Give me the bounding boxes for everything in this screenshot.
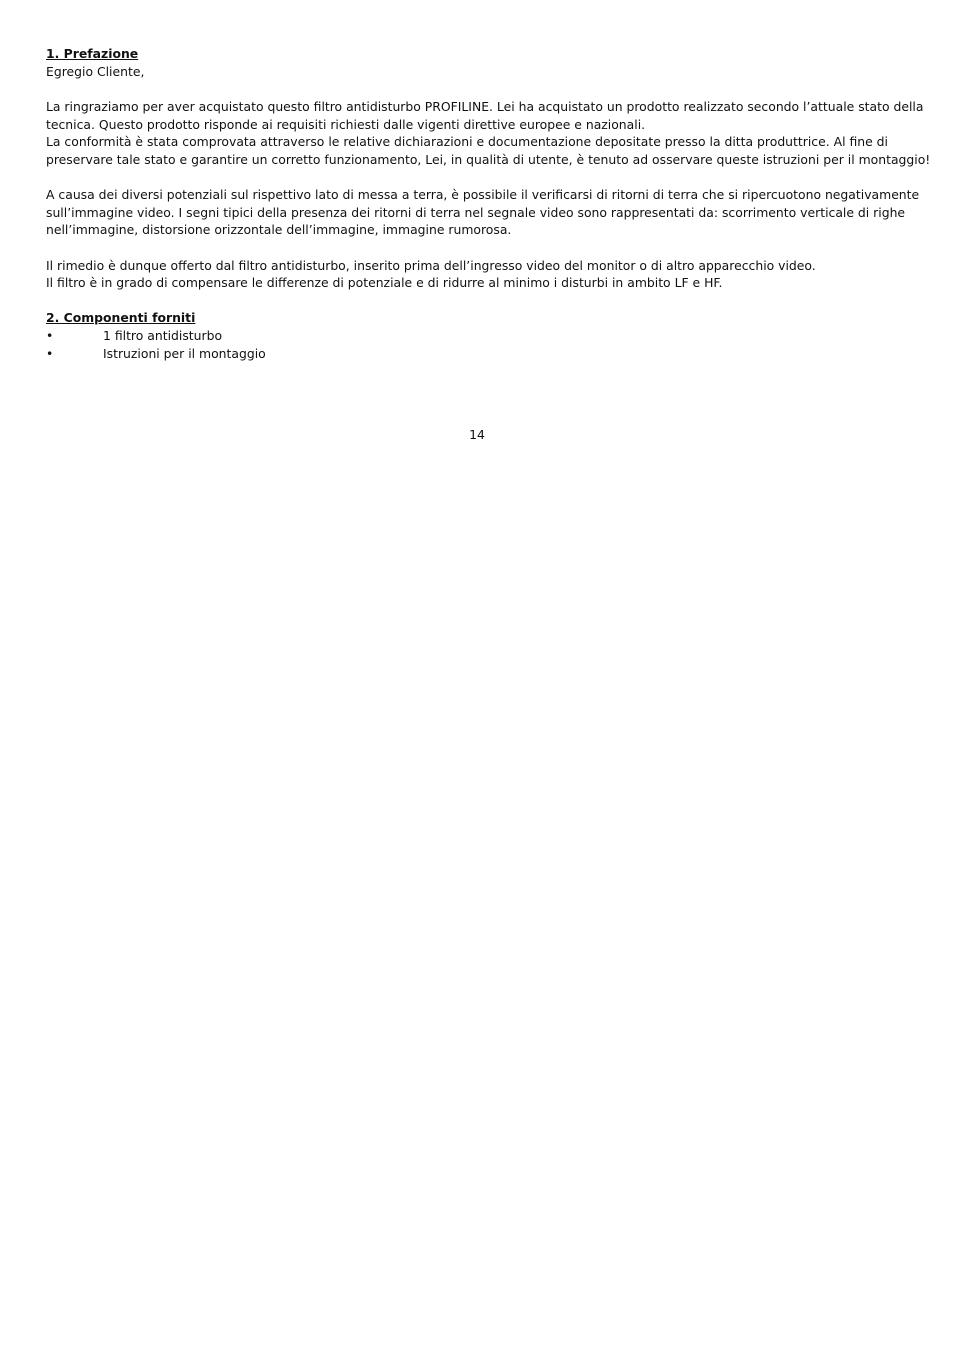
paragraph-remedy bbox=[46, 257, 908, 292]
spacer bbox=[46, 239, 908, 257]
section-heading-prefazione: 1. Prefazione bbox=[46, 46, 139, 61]
section-heading-componenti: 2. Componenti forniti bbox=[46, 310, 196, 326]
paragraph-line: nell’immagine, distorsione orizzontale dell’immagine, immagine rumorosa. bbox=[46, 222, 512, 238]
paragraph-line: A causa dei diversi potenziali sul rispettivo lato di messa a terra, è possibile il verificarsi di ritorni di terra che si ripercuotono negativamente bbox=[46, 187, 920, 203]
components-list bbox=[46, 327, 908, 363]
spacer bbox=[46, 81, 908, 99]
greeting: Egregio Cliente, bbox=[46, 64, 145, 79]
paragraph-line: La ringraziamo per aver acquistato questo filtro antidisturbo PROFILINE. Lei ha acquistato un prodotto realizzato secondo l’attuale stato della bbox=[46, 99, 924, 115]
list-item-text: Istruzioni per il montaggio bbox=[103, 346, 266, 362]
paragraph-ground-loops bbox=[46, 186, 920, 239]
page-number: 14 bbox=[469, 427, 485, 442]
paragraph-line: sull’immagine video. I segni tipici della presenza dei ritorni di terra nel segnale video sono rappresentati da: scorrimento verticale di righe bbox=[46, 204, 906, 220]
list-item-text: 1 filtro antidisturbo bbox=[103, 328, 223, 344]
list-item bbox=[46, 327, 908, 345]
paragraph-thanks bbox=[46, 98, 931, 168]
spacer bbox=[46, 292, 908, 310]
bullet-icon: • bbox=[46, 346, 54, 362]
paragraph-line: Il filtro è in grado di compensare le differenze di potenziale e di ridurre al minimo i disturbi in ambito LF e HF. bbox=[46, 275, 723, 291]
paragraph-line: La conformità è stata comprovata attraverso le relative dichiarazioni e documentazione depositate presso la ditta produttrice. Al fine di bbox=[46, 134, 888, 150]
paragraph-line: Il rimedio è dunque offerto dal filtro antidisturbo, inserito prima dell’ingresso video del monitor o di altro apparecchio video. bbox=[46, 257, 816, 273]
spacer bbox=[46, 169, 908, 187]
bullet-icon: • bbox=[46, 328, 54, 344]
document-page bbox=[46, 45, 931, 363]
paragraph-line: tecnica. Questo prodotto risponde ai requisiti richiesti dalle vigenti direttive europee e nazionali. bbox=[46, 116, 646, 132]
list-item bbox=[46, 345, 908, 363]
paragraph-line: preservare tale stato e garantire un corretto funzionamento, Lei, in qualità di utente, è tenuto ad osservare queste istruzioni per il montaggio! bbox=[46, 151, 931, 167]
